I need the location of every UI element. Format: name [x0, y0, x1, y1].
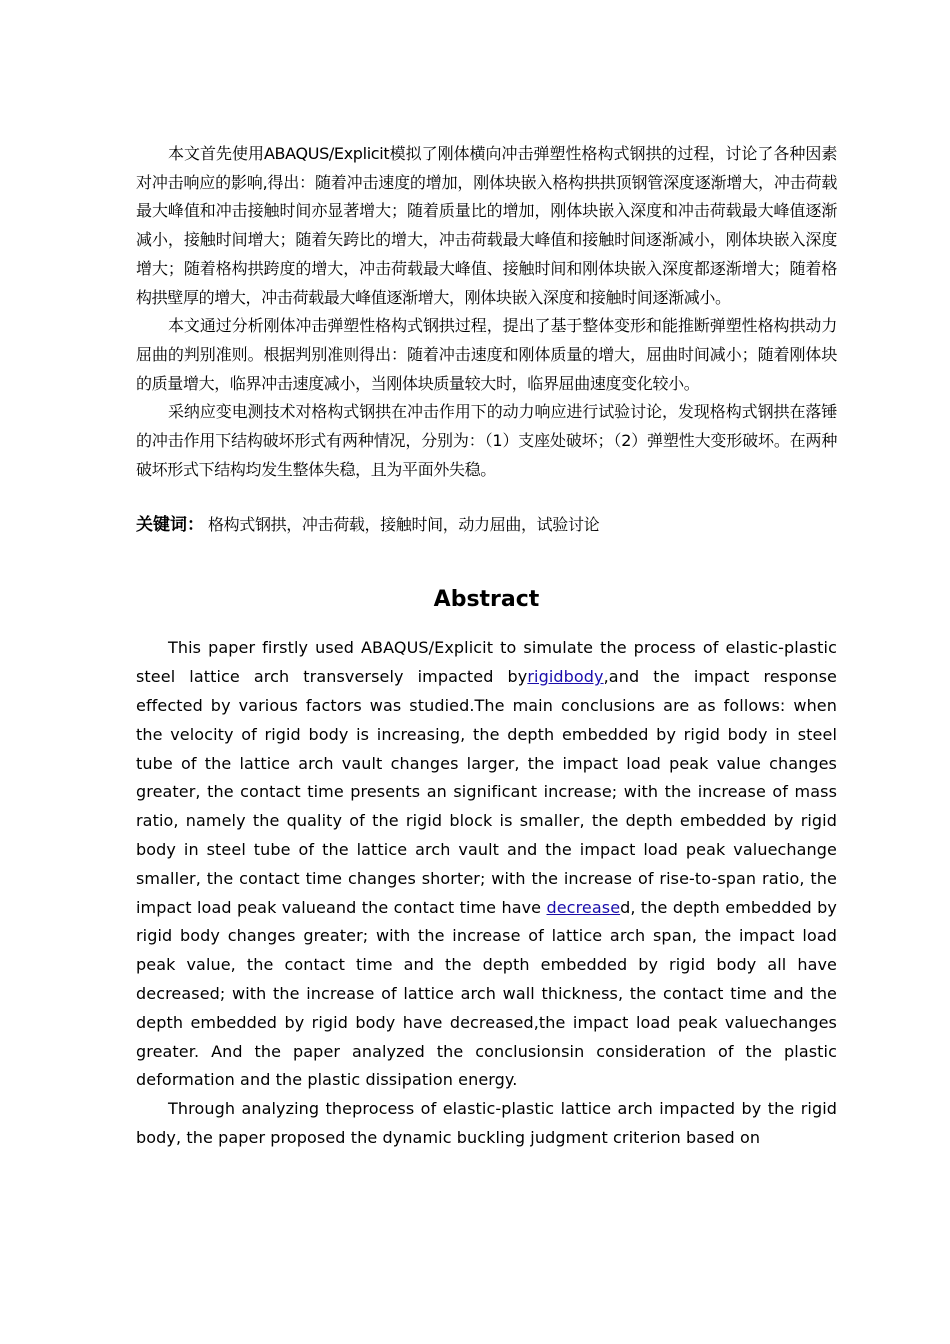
document-page — [136, 140, 837, 1153]
chinese-abstract-paragraph-1: 本文首先使用ABAQUS/Explicit模拟了刚体横向冲击弹塑性格构式钢拱的过程，讨论了各种因素对冲击响应的影响,得出：随着冲击速度的增加，刚体块嵌入格构拱拱顶钢管深度逐渐增大，冲击荷载最大峰值和冲击接触时间亦显著增大；随着质量比的增加，刚体块嵌入深度和冲击荷载最大峰值逐渐减小，接触时间增大；随着矢跨比的增大，冲击荷载最大峰值和接触时间逐渐减小，刚体块嵌入深度增大；随着格构拱跨度的增大，冲击荷载最大峰值、接触时间和刚体块嵌入深度都逐渐增大；随着格构拱壁厚的增大，冲击荷载最大峰值逐渐增大，刚体块嵌入深度和接触时间逐渐减小。 — [136, 144, 837, 307]
abstract-title: Abstract — [433, 587, 540, 613]
keywords-line — [136, 511, 837, 539]
keywords-label: 关键词： — [136, 515, 204, 536]
chinese-abstract-paragraph-2: 本文通过分析刚体冲击弹塑性格构式钢拱过程，提出了基于整体变形和能推断弹塑性格构拱动力屈曲的判别准则。根据判别准则得出：随着冲击速度和刚体质量的增大，屈曲时间减小；随着刚体块的质量增大，临界冲击速度减小，当刚体块质量较大时，临界屈曲速度变化较小。 — [136, 316, 837, 393]
paragraph-text: This paper firstly used ABAQUS/Explicit to simulate the process of elastic-plastic steel lattice arch transversely impacted by — [136, 638, 837, 687]
chinese-abstract-paragraph-3: 采纳应变电测技术对格构式钢拱在冲击作用下的动力响应进行试验讨论，发现格构式钢拱在落锤的冲击作用下结构破坏形式有两种情况，分别为：（1）支座处破坏；（2）弹塑性大变形破坏。在两种破坏形式下结构均发生整体失稳，且为平面外失稳。 — [136, 402, 837, 479]
decrease-link[interactable]: decrease — [546, 897, 621, 917]
keywords-text: 格构式钢拱，冲击荷载，接触时间，动力屈曲，试验讨论 — [208, 515, 600, 535]
paragraph-text: d, the depth embedded by rigid body changes greater; with the increase of lattice arch span, the impact load peak value, the contact time and the depth embedded by rigid body all have decreased; with the increase of lattice arch wall thickness, the contact time and the depth embedded by rigid body have decreased,the impact load peak valuechanges greater. And the paper analyzed the conclusionsin consideration of the plastic deformation and the plastic dissipation energy. — [136, 897, 837, 1090]
rigidbody-link[interactable]: rigidbody — [527, 667, 604, 687]
paragraph-text: ,and the impact response effected by various factors was studied.The main conclusions are as follows: when the velocity of rigid body is increasing, the depth embedded by rigid body in steel tube of the lattice arch vault changes larger, the impact load peak value changes greater, the contact time presents an significant increase; with the increase of mass ratio, namely the quality of the rigid block is smaller, the depth embedded by rigid body in steel tube of the lattice arch vault and the impact load peak valuechange smaller, the contact time changes shorter; with the increase of rise-to-span ratio, the impact load peak valueand the contact time have — [136, 667, 837, 917]
english-abstract-paragraph-1 — [136, 634, 837, 1095]
english-abstract-paragraph-2: Through analyzing theprocess of elastic-plastic lattice arch impacted by the rigid body, the paper proposed the dynamic buckling judgment criterion based on — [136, 1099, 837, 1147]
